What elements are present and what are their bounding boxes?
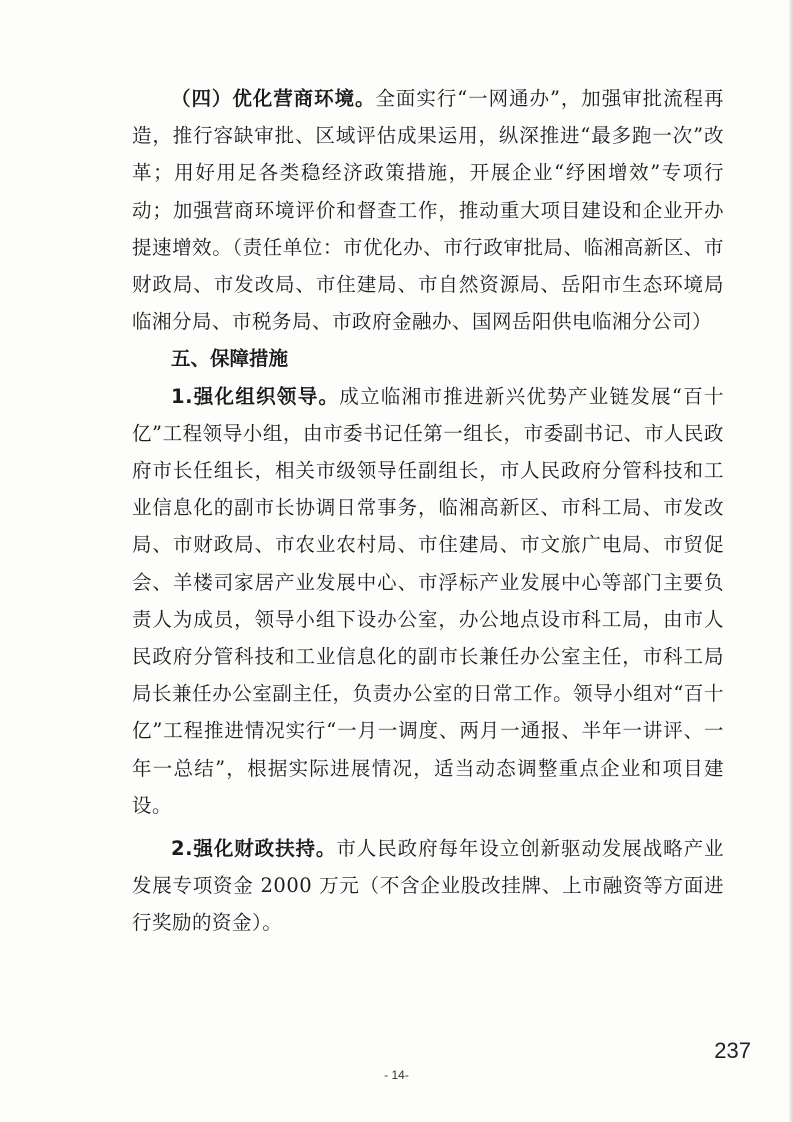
measure-organization <box>132 378 724 824</box>
scan-edge-shadow <box>789 0 793 1122</box>
document-body <box>132 80 724 942</box>
paragraph-business-environment <box>132 80 724 340</box>
section-heading: 五、保障措施 <box>171 347 289 371</box>
paragraph-text: 全面实行“一网通办”，加强审批流程再造，推行容缺审批、区域评估成果运用，纵深推进“最多跑一次”改革；用好用足各类稳经济政策措施，开展企业“纾困增效”专项行动；加强营商环境评价和督查工作，推动重大项目建设和企业开办提速增效。（责任单位：市优化办、市行政审批局、临湘高新区、市财政局、市发改局、市住建局、市自然资源局、岳阳市生态环境局临湘分局、市税务局、市政府金融办、国网岳阳供电临湘分公司） <box>132 87 724 334</box>
measure-lead: 2.强化财政扶持。 <box>171 837 337 861</box>
measure-finance <box>132 830 724 942</box>
measure-lead: 1.强化组织领导。 <box>171 384 340 408</box>
paragraph-lead: （四）优化营商环境。 <box>171 87 376 110</box>
measure-text: 成立临湘市推进新兴优势产业链发展“百十亿”工程领导小组，由市委书记任第一组长，市委副书记、市人民政府市长任组长，相关市级领导任副组长，市人民政府分管科技和工业信息化的副市长协调日常事务，临湘高新区、市科工局、市发改局、市财政局、市农业农村局、市住建局、市文旅广电局、市贸促会、羊楼司家居产业发展中心、市浮标产业发展中心等部门主要负责人为成员，领导小组下设办公室，办公地点设市科工局，由市人民政府分管科技和工业信息化的副市长兼任办公室主任，市科工局局长兼任办公室副主任，负责办公室的日常工作。领导小组对“百十亿”工程推进情况实行“一月一调度、两月一通报、半年一讲评、一年一总结”，根据实际进展情况，适当动态调整重点企业和项目建设。 <box>132 384 724 817</box>
measure-text: 市人民政府每年设立创新驱动发展战略产业发展专项资金 2000 万元（不含企业股改挂牌、上市融资等方面进行奖励的资金）。 <box>132 837 724 935</box>
page-number: - 14- <box>384 1068 409 1082</box>
stamped-page-number: 237 <box>714 1038 751 1063</box>
